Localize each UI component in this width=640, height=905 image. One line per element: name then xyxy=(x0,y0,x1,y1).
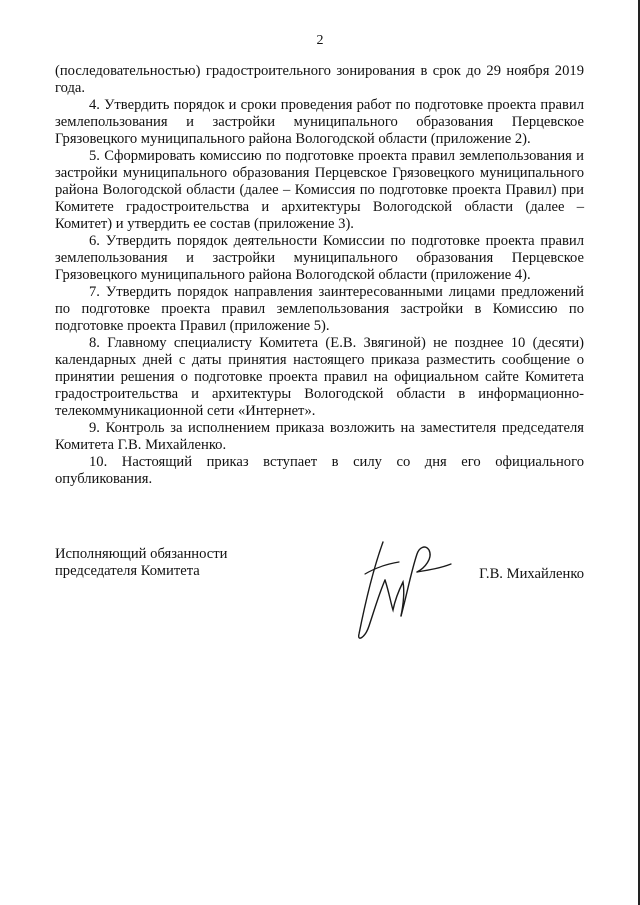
paragraph-6: 6. Утвердить порядок деятельности Комиссии по подготовке проекта правил землепользования и застройки муниципального образования Перцевское Грязовецкого муниципального района Вологодской области (приложение 4). xyxy=(55,233,584,283)
signatory-title-line-1: Исполняющий обязанности xyxy=(55,546,228,562)
paragraph-4: 4. Утвердить порядок и сроки проведения работ по подготовке проекта правил землепользования и застройки муниципального образования Перцевское Грязовецкого муниципального района Вологодской области (приложение 2). xyxy=(55,97,584,147)
paragraph-7: 7. Утвердить порядок направления заинтересованными лицами предложений по подготовке проекта правил землепользования застройки в Комиссию по подготовке проекта Правил (приложение 5). xyxy=(55,284,584,334)
paragraph-10: 10. Настоящий приказ вступает в силу со дня его официального опубликования. xyxy=(55,454,584,487)
handwritten-signature xyxy=(345,534,455,646)
signatory-title xyxy=(55,546,227,580)
page-number: 2 xyxy=(316,33,324,48)
signature-block xyxy=(55,546,584,636)
paragraph-5: 5. Сформировать комиссию по подготовке проекта правил землепользования и застройки муниципального образования Перцевское Грязовецкого муниципального района Вологодской области (далее – Комиссия по подготовке проекта Правил) при Комитете градостроительства и архитектуры Вологодской области (далее – Комитет) и утвердить ее состав (приложение 3). xyxy=(55,148,584,232)
paragraph-9: 9. Контроль за исполнением приказа возложить на заместителя председателя Комитета Г.В. Михайленко. xyxy=(55,420,584,453)
document-body xyxy=(55,63,584,488)
signatory-name: Г.В. Михайленко xyxy=(479,566,584,582)
paragraph-1: (последовательностью) градостроительного зонирования в срок до 29 ноября 2019 года. xyxy=(55,63,584,96)
signatory-title-line-2: председателя Комитета xyxy=(55,563,200,579)
paragraph-8: 8. Главному специалисту Комитета (Е.В. Звягиной) не позднее 10 (десяти) календарных дней с даты принятия настоящего приказа разместить сообщение о принятии решения о подготовке проекта правил на официальном сайте Комитета градостроительства и архитектуры Вологодской области в информационно-телекоммуникационной сети «Интернет». xyxy=(55,335,584,419)
